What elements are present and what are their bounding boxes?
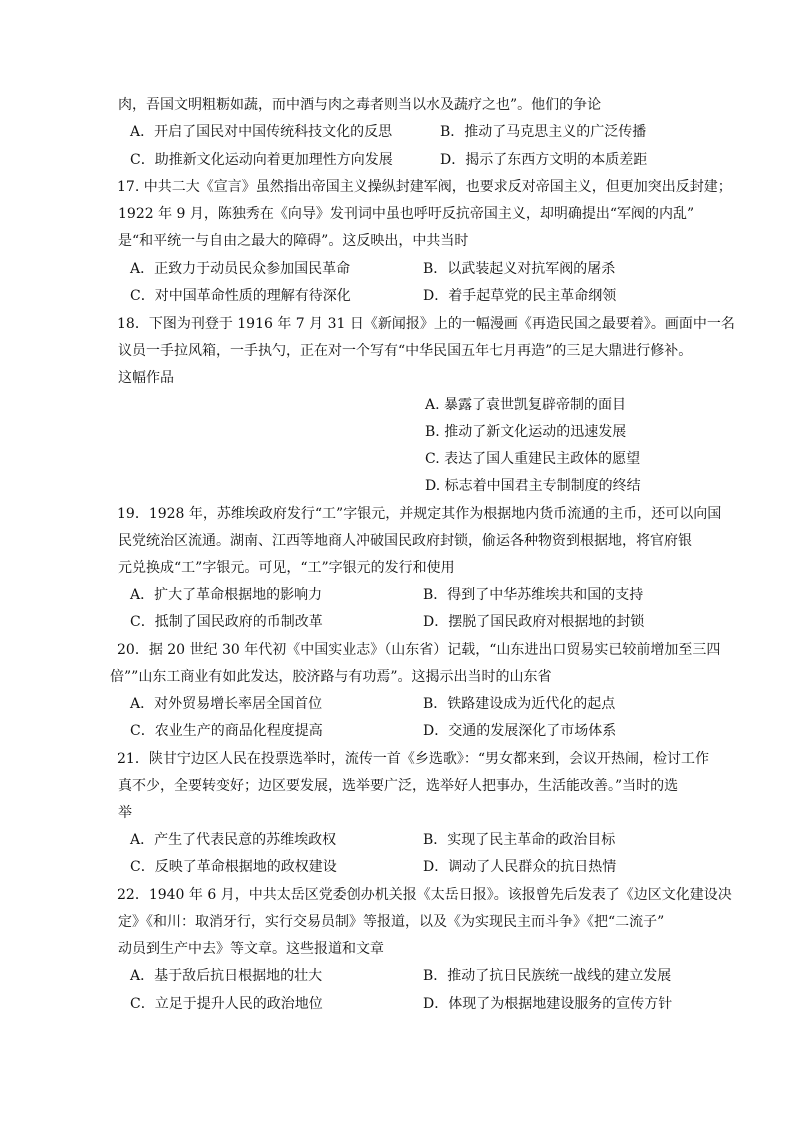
question-18-option-a: A. 暴露了袁世凯复辟帝制的面目 [425,397,627,413]
question-16-option-d: D．揭示了东西方文明的本质差距 [440,152,648,168]
question-20-option-a: A．对外贸易增长率居全国首位 [130,696,323,712]
question-17-option-b: B．以武装起义对抗军阀的屠杀 [423,261,616,277]
question-19-stem-line-3: 元兑换成“工”字银元。可见，“工”字银元的发行和使用 [118,560,455,576]
question-18-option-c: C. 表达了国人重建民主政体的愿望 [425,451,641,467]
question-18-stem-line-3: 这幅作品 [118,370,174,386]
question-16-option-b: B．推动了马克思主义的广泛传播 [440,124,647,140]
question-22-option-b: B．推动了抗日民族统一战线的建立发展 [423,968,672,984]
question-22-option-c: C．立足于提升人民的政治地位 [130,996,323,1012]
question-21-option-a: A．产生了代表民意的苏维埃政权 [130,832,337,848]
question-21-option-d: D．调动了人民群众的抗日热情 [423,859,617,875]
question-20-option-d: D．交通的发展深化了市场体系 [423,723,617,739]
question-22-option-d: D．体现了为根据地建设服务的宣传方针 [423,996,673,1012]
question-22-stem-line-1: 22．1940 年 6 月，中共太岳区党委创办机关报《太岳日报》。该报曾先后发表了《边区文化建设决 [117,887,732,903]
question-22-stem-line-2: 定》《和川：取消牙行，实行交易员制》等报道，以及《为实现民主而斗争》《把“二流子” [118,914,665,930]
question-22-option-a: A．基于敌后抗日根据地的壮大 [130,968,323,984]
question-19-option-b: B．得到了中华苏维埃共和国的支持 [423,587,644,603]
question-18-option-b: B. 推动了新文化运动的迅速发展 [425,424,627,440]
question-21-stem-line-3: 举 [118,805,132,821]
question-19-stem-line-2: 民党统治区流通。湖南、江西等地商人冲破国民政府封锁，偷运各种物资到根据地，将官府银 [118,533,692,549]
question-19-option-c: C．抵制了国民政府的币制改革 [130,614,323,630]
question-22-stem-line-3: 动员到生产中去》等文章。这些报道和文章 [118,941,384,957]
question-20-stem-line-1: 20．据 20 世纪 30 年代初《中国实业志》（山东省）记载，“山东进出口贸易实已较前增加至三四 [117,642,721,658]
question-21-option-b: B．实现了民主革命的政治目标 [423,832,616,848]
question-17-stem-line-3: 是“和平统一与自由之最大的障碍”。这反映出，中共当时 [118,233,469,249]
question-20-option-c: C．农业生产的商品化程度提高 [130,723,323,739]
question-17-option-a: A．正致力于动员民众参加国民革命 [130,261,351,277]
question-20-stem-line-2: 倍””山东工商业有如此发达，胶济路与有功焉”。这揭示出当时的山东省 [110,669,552,685]
question-16-option-a: A．开启了国民对中国传统科技文化的反思 [130,124,393,140]
question-20-option-b: B．铁路建设成为近代化的起点 [423,696,616,712]
question-18-stem-line-1: 18．下图为刊登于 1916 年 7 月 31 日《新闻报》上的一幅漫画《再造民国之最要着》。画面中一名 [117,316,735,332]
question-19-option-a: A．扩大了革命根据地的影响力 [130,587,323,603]
question-17-option-d: D．着手起草党的民主革命纲领 [423,288,617,304]
question-18-stem-line-2: 议员一手拉风箱，一手执勺，正在对一个写有“中华民国五年七月再造”的三足大鼎进行修补。 [118,343,693,359]
question-16-stem-tail: 肉，吾国文明粗粝如蔬，而中酒与肉之毒者则当以水及蔬疗之也”。他们的争论 [118,97,602,113]
question-17-stem-line-1: 17. 中共二大《宣言》虽然指出帝国主义操纵封建军阀，也要求反对帝国主义，但更加突出反封建； [117,179,732,195]
question-16-option-c: C．助推新文化运动向着更加理性方向发展 [130,152,393,168]
question-19-stem-line-1: 19．1928 年，苏维埃政府发行“工”字银元，并规定其作为根据地内货币流通的主币，还可以向国 [117,506,722,522]
question-21-stem-line-1: 21．陕甘宁边区人民在投票选举时，流传一首《乡选歌》：“男女都来到，会议开热闹，检讨工作 [117,751,709,767]
question-21-option-c: C．反映了革命根据地的政权建设 [130,859,337,875]
question-18-option-d: D. 标志着中国君主专制制度的终结 [425,478,641,494]
question-17-option-c: C．对中国革命性质的理解有待深化 [130,288,351,304]
question-21-stem-line-2: 真不少，全要转变好；边区要发展，选举要广泛，选举好人把事办，生活能改善。”当时的选 [118,778,679,794]
question-17-stem-line-2: 1922 年 9 月，陈独秀在《向导》发刊词中虽也呼吁反抗帝国主义，却明确提出“军阀的内乱” [118,206,695,222]
question-19-option-d: D．摆脱了国民政府对根据地的封锁 [423,614,645,630]
